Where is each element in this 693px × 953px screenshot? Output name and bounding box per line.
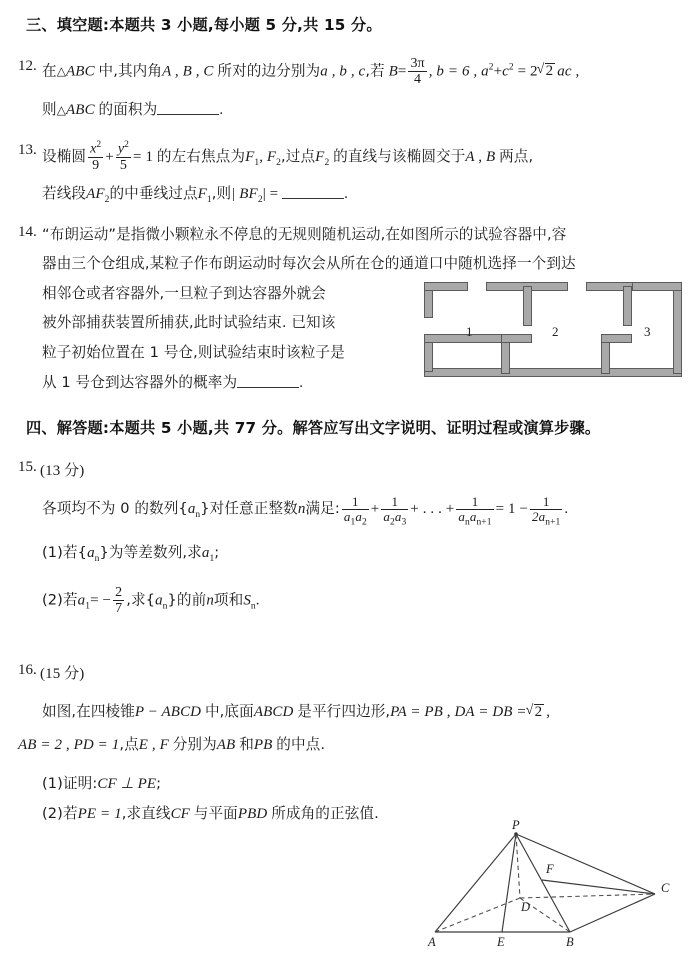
q13-plus: + (105, 148, 114, 165)
q12-expr-plus: + (493, 63, 503, 80)
q12-expr-equals: = 2 (517, 63, 538, 80)
question-16-stem-line-2 (18, 733, 325, 754)
q13-line2-c: ,则 (211, 185, 232, 202)
q16-stem1-c: 是平行四边形, (297, 703, 391, 720)
question-15-points: (13 分) (40, 463, 85, 479)
q13-F1-sub: 1 (206, 195, 212, 205)
q15-t1-b: a (355, 509, 362, 525)
q15-sub2-n: n (206, 592, 214, 609)
q12-answer-blank[interactable] (157, 103, 219, 115)
question-16-stem-line-1 (42, 700, 550, 721)
q13-F1: F (197, 186, 207, 202)
q15-sub2-S-sub: n (250, 601, 256, 612)
q16-stem2-d: 和 (239, 736, 254, 753)
q13-frac1-num (88, 140, 103, 157)
q13-foci-sub-1: 1 (254, 157, 260, 168)
q12-b-value: , b = 6 , (428, 63, 478, 80)
q13-mid-3: 的直线与该椭圆交于 (333, 147, 466, 165)
q15-t2-a-sub: 2 (389, 517, 395, 528)
q15-term-3 (456, 495, 493, 528)
q15-sub2-frac-num: 2 (115, 585, 123, 600)
q15-sub1-b: }为等差数列,求 (99, 544, 202, 561)
question-15-number: 15. (18, 459, 37, 475)
q12-B-equals: = (397, 63, 407, 80)
q12-period: . (219, 102, 224, 118)
edge-DC (520, 894, 655, 898)
q15-sub2-a1: a (77, 592, 86, 609)
q14-answer-blank[interactable] (237, 376, 299, 388)
q13-answer-blank[interactable] (282, 187, 344, 199)
q15-equals: = 1 − (495, 501, 529, 518)
q13-foci-comma: , F (259, 148, 277, 165)
label-E: E (497, 935, 505, 949)
q15-sub2-b: ,求{ (126, 591, 156, 609)
q12-angles: A , B , C (162, 63, 214, 80)
question-14-line-5: 粒子初始位置在 1 号仓,则试验结束时该粒子是 (42, 344, 345, 361)
question-13-line-2 (42, 182, 348, 205)
q15-term-4 (530, 495, 562, 528)
q16-seg-PB: PB (253, 737, 273, 753)
q13-mid-4: 两点, (499, 147, 534, 165)
q13-lead: 设椭圆 (42, 147, 87, 165)
q15-stem-b: }对任意正整数 (200, 500, 298, 518)
q15-term2-den (381, 509, 408, 528)
edge-PD (516, 834, 520, 898)
q12-B-label: B (388, 63, 398, 80)
q14-line6-text: 从 1 号仓到达容器外的概率为 (42, 374, 238, 391)
q15-t3-a: a (458, 509, 465, 525)
q13-points-AB: A , B (465, 148, 496, 165)
question-12-number: 12. (18, 58, 37, 74)
q13-period: . (344, 186, 348, 202)
q13-point-F2: F (315, 148, 325, 165)
container-bottom-wall (424, 368, 682, 377)
q15-t4-a: 2a (532, 509, 546, 525)
q15-sub1-end: ; (214, 544, 220, 561)
q15-sub1-an-sub: n (94, 554, 100, 564)
q15-sub2-an-sub: n (162, 601, 168, 612)
q13-frac2-var: y (117, 141, 125, 157)
q13-frac1-exp: 2 (96, 140, 102, 150)
q13-segment-sub: 2 (104, 195, 110, 205)
q15-t1-b-sub: 2 (361, 517, 367, 528)
question-15-stem (42, 495, 568, 528)
q16-pyramid-name: P − ABCD (134, 704, 202, 720)
q13-point-F2-sub: 2 (324, 157, 330, 168)
q15-term3-num: 1 (471, 494, 479, 509)
q16-sub2-a: (2)若 (42, 805, 78, 822)
q12-triangle-abc: ABC (66, 63, 95, 80)
container-divider-2-top (623, 286, 632, 326)
q16-sqrt-radicand: 2 (534, 704, 543, 720)
q15-term1-num: 1 (352, 494, 359, 509)
question-14-number: 14. (18, 224, 37, 240)
q12-text-b: 中,其内角 (98, 62, 163, 80)
q16-stem1-a: 如图,在四棱锥 (42, 703, 135, 720)
question-13-number: 13. (18, 142, 37, 158)
q15-sub2-eq: = − (90, 592, 112, 609)
edge-AD (435, 898, 520, 932)
pyramid-svg (408, 818, 688, 950)
q13-mid-2: ,过点 (281, 147, 316, 165)
q16-sqrt-2 (527, 704, 547, 721)
q16-sub2-math: PE = 1 (77, 806, 122, 822)
question-16-number: 16. (18, 662, 37, 678)
q15-seq-a: a (187, 501, 196, 518)
q15-term3-den (456, 509, 493, 528)
q16-sub1-end: ; (156, 775, 162, 792)
q16-stem1-comma: , (546, 704, 551, 720)
container-shelf-mid-1 (501, 334, 532, 343)
q12-line2-text-b: 的面积为 (98, 101, 158, 118)
q13-equals-one: = 1 (133, 148, 154, 165)
q13-frac1-var: x (90, 141, 97, 157)
q15-t1-a-sub: 1 (350, 517, 356, 528)
q15-sub1-a: (1)若{ (42, 544, 88, 561)
q12-text-d: ,若 (365, 62, 385, 80)
q15-sub2-a1-sub: 1 (85, 601, 91, 612)
container-divider-1-top (523, 286, 532, 326)
q15-sub2-an: a (155, 592, 163, 609)
q16-sub2-b: ,求直线 (121, 805, 171, 822)
q13-fraction-y2-over-5 (116, 140, 131, 173)
q15-sub1-a1: a (201, 545, 210, 561)
label-D: D (521, 900, 531, 914)
container-right-wall (673, 282, 682, 374)
q15-sub2-c: }的前 (167, 591, 207, 609)
q13-frac2-den: 5 (116, 157, 131, 173)
vertex-dot-P (514, 832, 518, 836)
q13-BF2: | BF (231, 186, 258, 202)
q13-frac2-num (116, 140, 131, 157)
q12-exp-c: 2 (508, 62, 514, 73)
q13-mid-1: 的左右焦点为 (156, 147, 246, 165)
q15-t2-a: a (383, 509, 390, 525)
q13-segment-AF2: AF (86, 186, 105, 202)
q15-t3-b: a (469, 509, 477, 525)
q12-sides: a , b , c (320, 63, 366, 80)
triangle-icon (57, 63, 66, 79)
q16-sub2-pbd: PBD (237, 806, 268, 822)
q15-sub2-S: S (243, 592, 251, 609)
q16-equalities: PA = PB , DA = DB = (390, 704, 527, 720)
q16-points-EF: E , F (138, 737, 169, 753)
three-chamber-container-figure (424, 282, 684, 382)
question-14-line-4: 被外部捕获装置所捕获,此时试验结束. 已知该 (42, 314, 336, 331)
q15-stem-a: 各项均不为 0 的数列{ (42, 500, 188, 518)
label-C: C (661, 881, 670, 895)
q15-term1-den (342, 509, 369, 528)
edge-BC (570, 894, 655, 932)
q15-sub1-a1-sub: 1 (209, 554, 215, 564)
q16-stem2-c: 分别为 (172, 736, 217, 753)
q15-fraction-2-over-7 (113, 585, 124, 616)
q13-BF2-sub: 2 (257, 195, 263, 205)
q16-sub1-a: (1)证明: (42, 775, 98, 792)
q13-frac2-exp: 2 (124, 140, 130, 150)
question-15-sub-2 (42, 585, 260, 616)
q12-text-a: 在 (42, 62, 57, 80)
q12-line2-triangle: ABC (66, 102, 95, 118)
q12-exp-a: 2 (488, 62, 494, 73)
question-13-line-1 (42, 140, 533, 173)
q16-sub2-c: 与平面 (193, 805, 238, 822)
q13-line2-a: 若线段 (42, 185, 87, 202)
question-14-line-6 (42, 371, 303, 392)
q12-expr-ac: ac , (557, 63, 580, 80)
pyramid-hidden-edges (435, 834, 655, 932)
container-top-wall-seg-1 (424, 282, 468, 291)
q12-frac-denominator: 4 (408, 71, 426, 87)
chamber-label-1: 1 (466, 324, 473, 339)
q15-term4-num: 1 (542, 494, 550, 509)
q15-t1-a: a (343, 509, 351, 525)
q13-foci-sub-2: 2 (276, 157, 282, 168)
q13-line2-b: 的中垂线过点 (109, 185, 198, 202)
label-P: P (512, 818, 520, 832)
question-14-line-3: 相邻仓或者容器外,一旦粒子到达容器外就会 (42, 285, 326, 302)
q12-frac-numerator: 3π (410, 56, 425, 71)
q12-sqrt-2 (538, 63, 558, 80)
pyramid-solid-edges (435, 834, 655, 932)
q15-t3-a-sub: n (464, 517, 470, 528)
q15-stem-n: n (297, 501, 306, 518)
q15-t2-b: a (394, 509, 402, 525)
q12-fraction-3pi-over-4 (408, 56, 426, 87)
q14-period: . (299, 375, 304, 391)
q15-term4-den (530, 509, 562, 528)
q13-fraction-x2-over-9 (88, 140, 103, 173)
question-16-sub-2 (42, 802, 379, 823)
q15-sub1-an: a (87, 545, 95, 561)
q15-t4-a-sub: n+1 (545, 517, 561, 528)
q16-sub2-d: 所成角的正弦值. (271, 805, 379, 822)
question-12-line-2 (42, 98, 223, 119)
q15-t2-b-sub: 3 (401, 517, 407, 528)
q15-sub2-frac-den: 7 (115, 601, 123, 617)
q16-base-abcd: ABCD (253, 704, 294, 720)
q12-line2-text-a: 则 (42, 101, 57, 118)
q13-frac1-den: 9 (88, 157, 103, 173)
question-12-line-1 (42, 56, 579, 87)
question-15-sub-1 (42, 541, 219, 564)
label-A: A (428, 935, 436, 949)
triangle-icon-2 (57, 102, 66, 118)
q15-seq-a-sub: n (195, 510, 201, 521)
question-14-line-2: 器由三个仓组成,某粒子作布朗运动时每次会从所在仓的通道口中随机选择一个到达 (42, 255, 576, 272)
solution-section-heading: 四、解答题:本题共 5 小题,共 77 分。解答应写出文字说明、证明过程或演算步骤。 (26, 419, 601, 437)
chamber-label-3: 3 (644, 324, 651, 339)
q12-text-c: 所对的边分别为 (217, 62, 321, 80)
q15-plus-1: + (370, 501, 380, 518)
q16-ab-pd-values: AB = 2 , PD = 1 (18, 737, 120, 753)
label-B: B (566, 935, 574, 949)
q15-period: . (564, 501, 569, 518)
q16-seg-AB: AB (216, 737, 236, 753)
q16-stem2-e: 的中点. (276, 736, 326, 753)
label-F: F (546, 862, 554, 876)
q15-sub2-d: 项和 (213, 591, 244, 609)
q15-term-2 (381, 495, 408, 528)
question-14-line-1: “布朗运动”是指微小颗粒永不停息的无规则随机运动,在如图所示的试验容器中,容 (42, 226, 567, 243)
chamber-label-2: 2 (552, 324, 559, 339)
q15-sub2-end: . (255, 592, 260, 609)
q15-term2-num: 1 (391, 494, 399, 509)
q16-stem2-b: ,点 (119, 736, 139, 753)
q12-sqrt-radicand: 2 (545, 63, 554, 80)
container-shelf-mid-2 (601, 334, 632, 343)
fill-in-blank-section-heading: 三、填空题:本题共 3 小题,每小题 5 分,共 15 分。 (26, 16, 382, 34)
q15-sub2-a: (2)若 (42, 591, 78, 609)
q15-stem-c: 满足: (305, 500, 340, 518)
question-16-sub-1 (42, 772, 161, 793)
q13-BF2-tail: | = (262, 186, 279, 202)
pyramid-figure-P-ABCD (408, 818, 688, 950)
q12-expr-c: c (502, 63, 509, 80)
q15-dots: + . . . + (410, 501, 455, 518)
q15-t3-b-sub: n+1 (476, 517, 492, 528)
q16-sub2-cf: CF (170, 806, 190, 822)
q16-stem1-b: 中,底面 (204, 703, 254, 720)
q15-term-1 (342, 495, 369, 528)
q12-expr-a: a (481, 63, 489, 80)
q16-sub1-math: CF ⊥ PE (97, 776, 157, 792)
container-top-wall-seg-4 (632, 282, 682, 291)
q13-foci-F: F (245, 148, 255, 165)
question-16-points: (15 分) (40, 666, 85, 682)
